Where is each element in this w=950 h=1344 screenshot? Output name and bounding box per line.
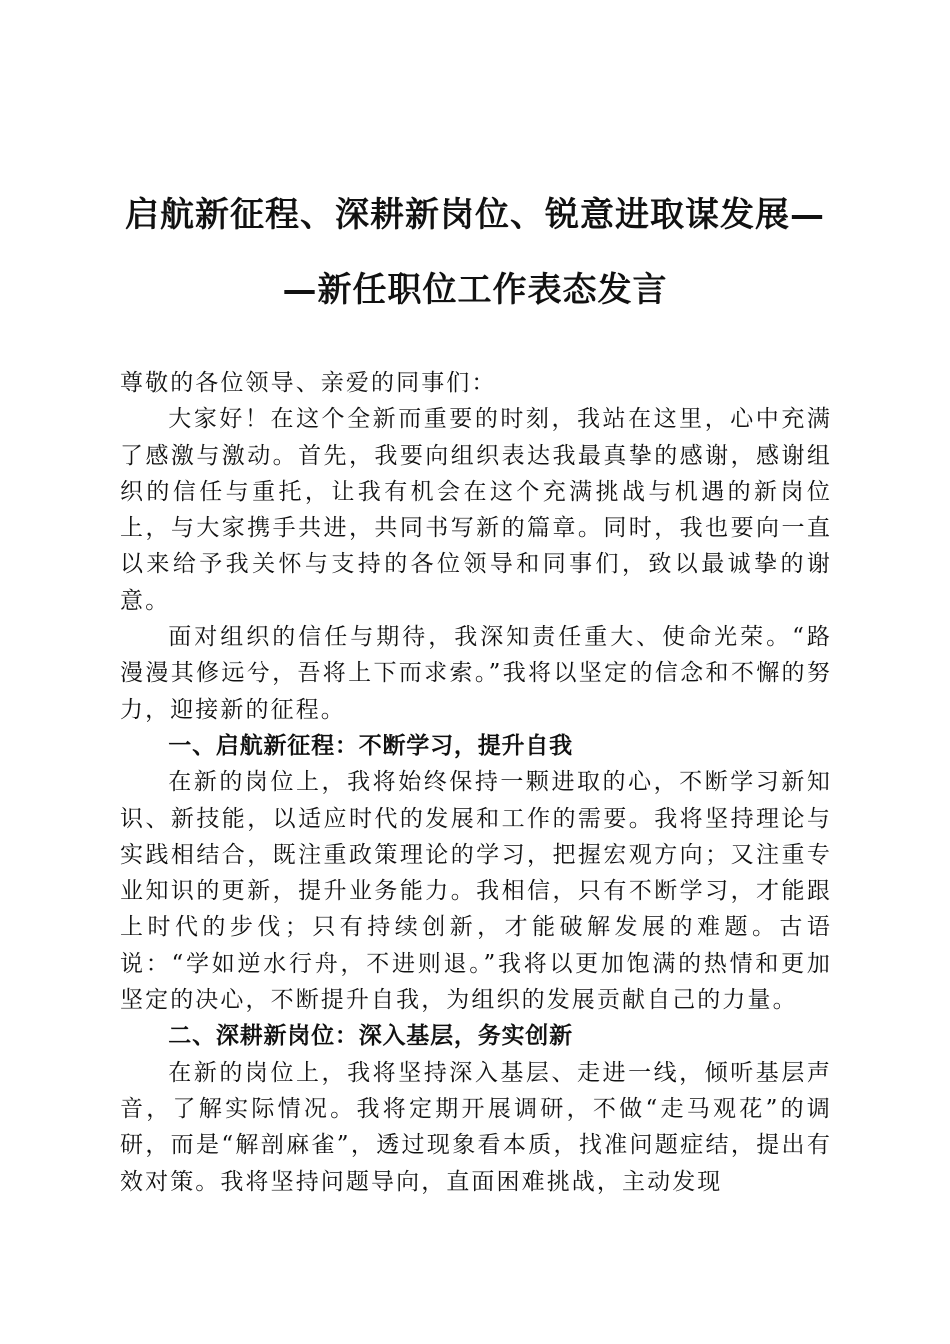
document-title-line-2: —新任职位工作表态发言 (282, 270, 668, 310)
paragraph-learning: 在新的岗位上，我将始终保持一颗进取的心，不断学习新知识、新技能，以适应时代的发展和工作的需要。我将坚持理论与实践相结合，既注重政策理论的学习，把握宏观方向；又注重专业知识的更新，提升业务能力。我相信，只有不断学习，才能跟上时代的步伐；只有持续创新，才能破解发展的难题。古语说：“学如逆水行舟，不进则退。”我将以更加饱满的热情和更加坚定的决心，不断提升自我，为组织的发展贡献自己的力量。 (120, 769, 832, 1014)
document-body (120, 365, 832, 1200)
section-heading-2: 二、深耕新岗位：深入基层，务实创新 (168, 1023, 573, 1050)
section-heading-1: 一、启航新征程：不断学习，提升自我 (168, 732, 573, 759)
paragraph-commitment: 面对组织的信任与期待，我深知责任重大、使命光荣。“路漫漫其修远兮，吾将上下而求索。”我将以坚定的信念和不懈的努力，迎接新的征程。 (120, 624, 832, 723)
paragraph-grassroots: 在新的岗位上，我将坚持深入基层、走进一线，倾听基层声音，了解实际情况。我将定期开展调研，不做“走马观花”的调研，而是“解剖麻雀”，透过现象看本质，找准问题症结，提出有效对策。我将坚持问题导向，直面困难挑战，主动发现 (120, 1059, 832, 1195)
paragraph-intro: 大家好！在这个全新而重要的时刻，我站在这里，心中充满了感激与激动。首先，我要向组织表达我最真挚的感谢，感谢组织的信任与重托，让我有机会在这个充满挑战与机遇的新岗位上，与大家携手共进，共同书写新的篇章。同时，我也要向一直以来给予我关怀与支持的各位领导和同事们，致以最诚挚的谢意。 (120, 406, 832, 614)
document-title-line-1: 启航新征程、深耕新岗位、锐意进取谋发展— (125, 195, 825, 235)
greeting: 尊敬的各位领导、亲爱的同事们： (120, 370, 497, 396)
